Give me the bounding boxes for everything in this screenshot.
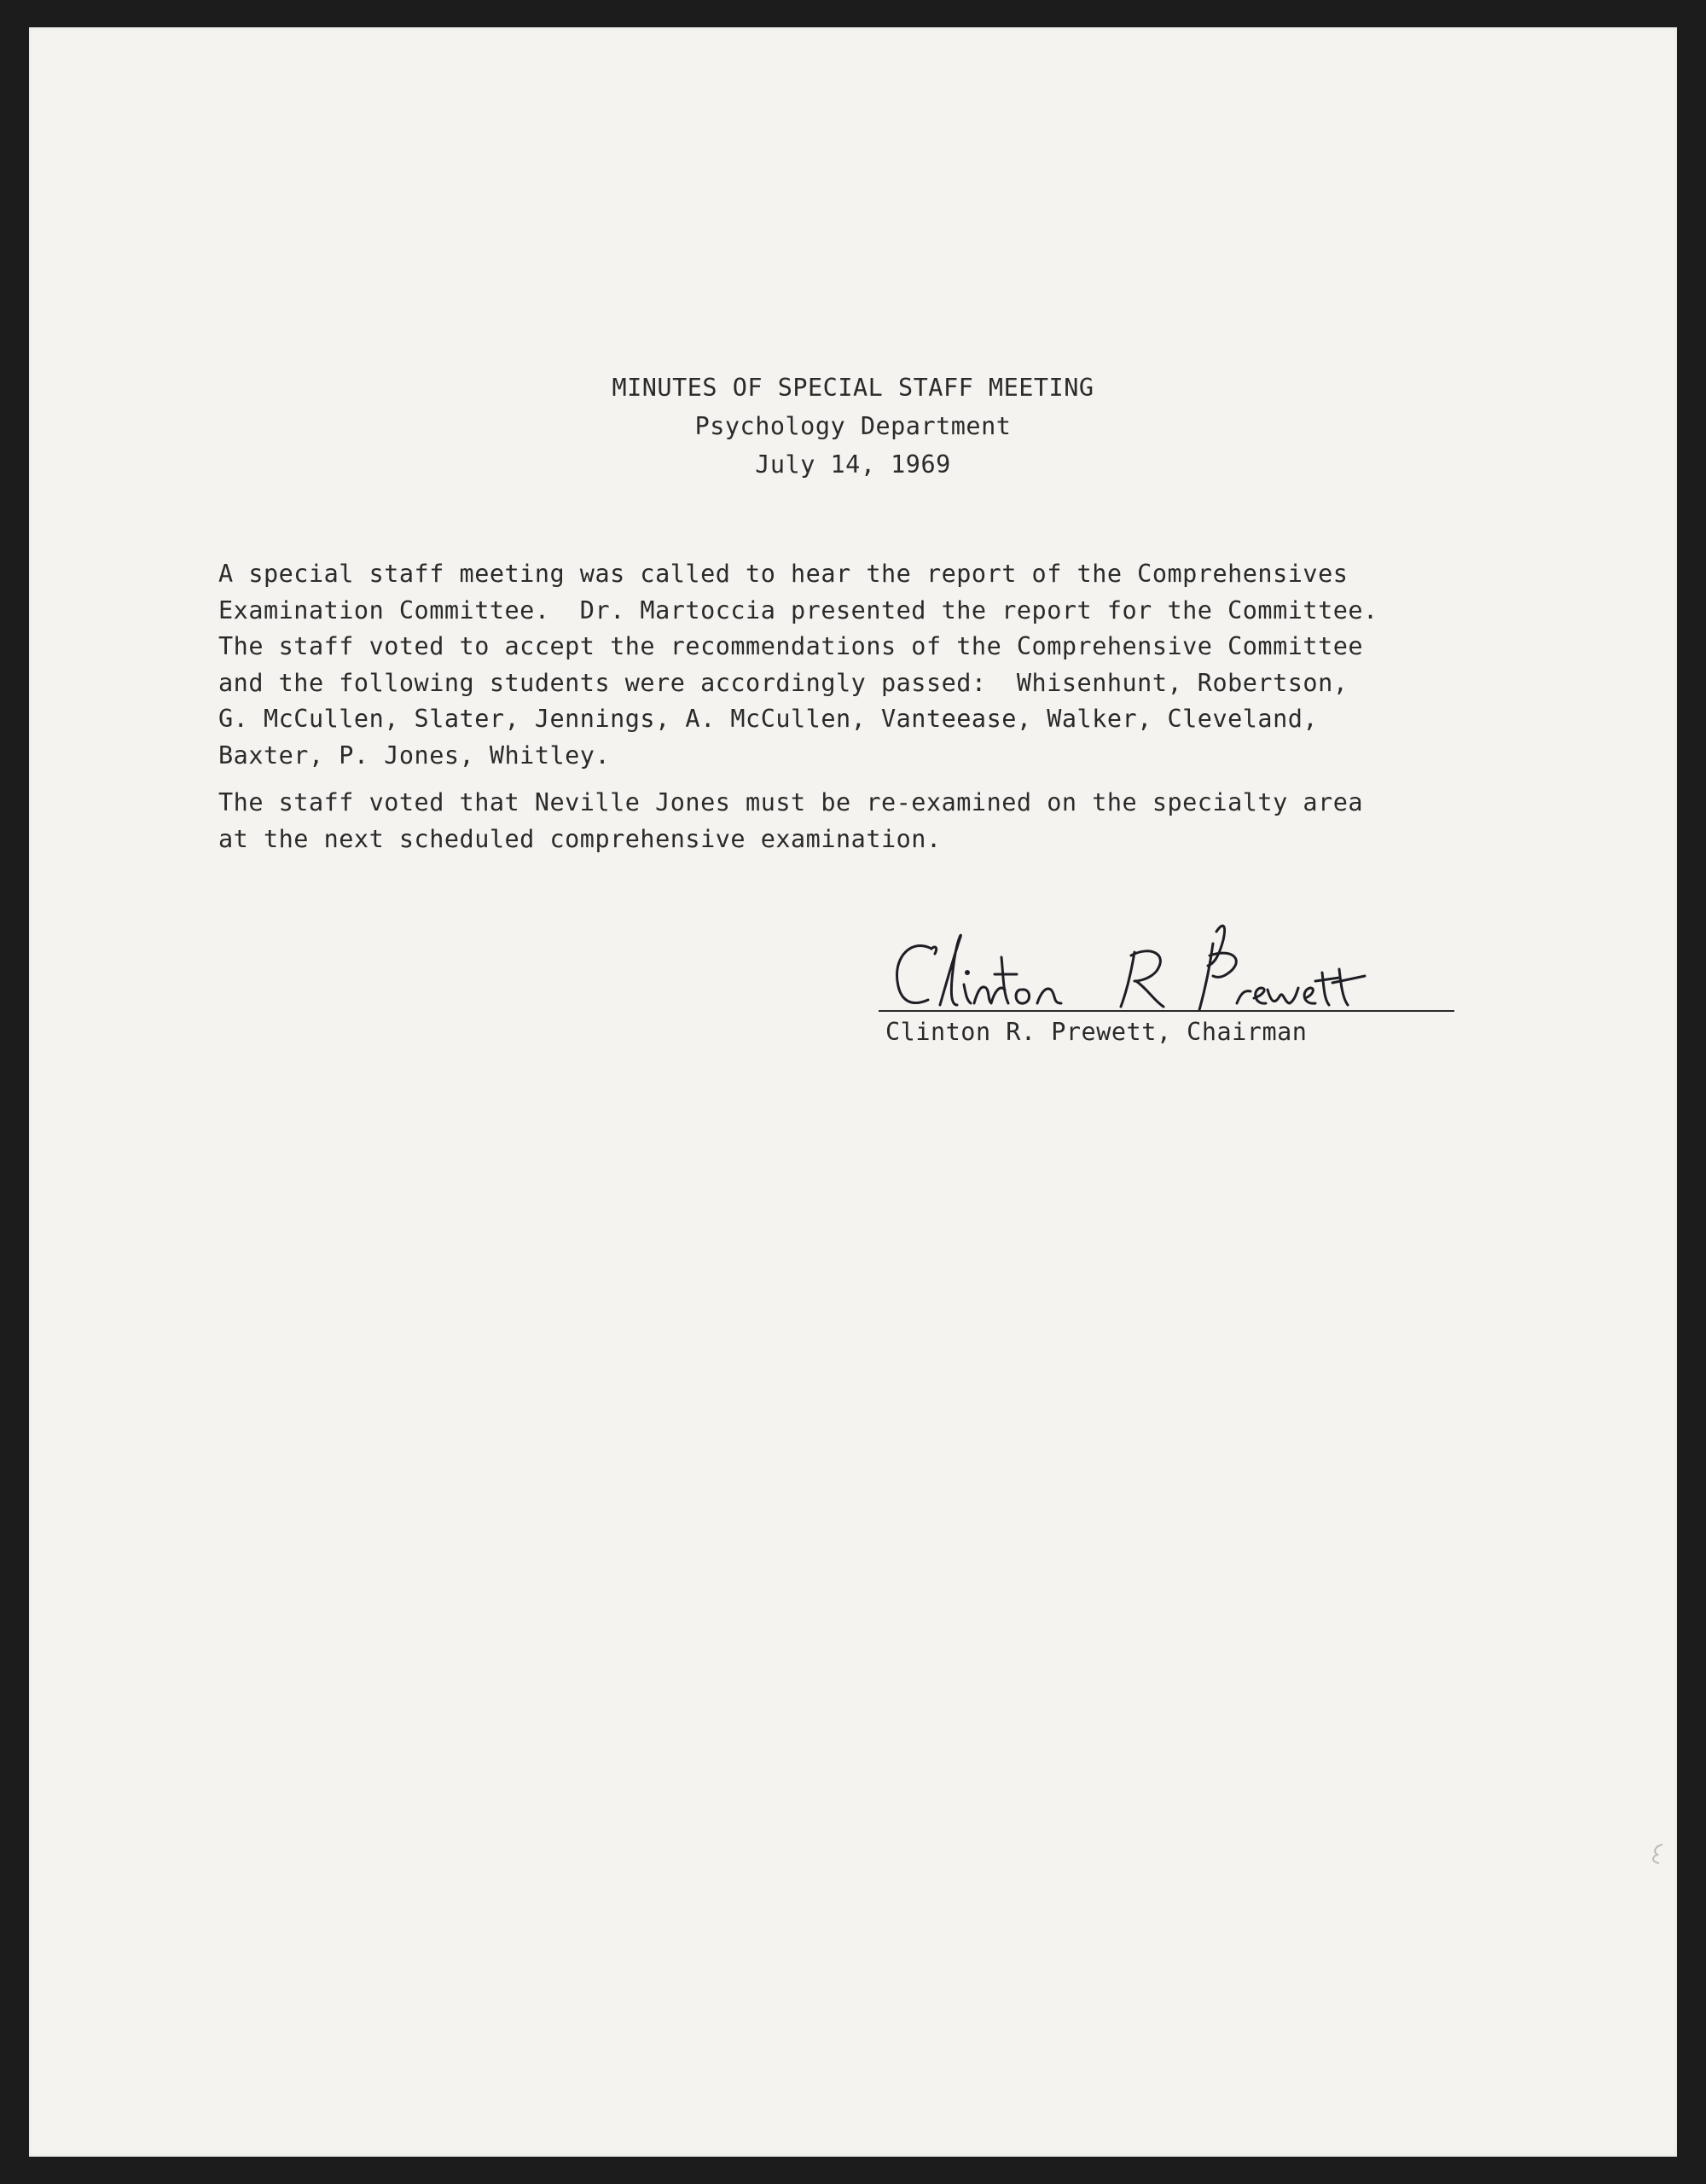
signature-block bbox=[879, 921, 1459, 1058]
handwritten-signature bbox=[879, 921, 1459, 1019]
signature-line bbox=[879, 1010, 1454, 1012]
paragraph-reexamination bbox=[218, 785, 1363, 857]
paragraph-line: The staff voted to accept the recommendations of the Comprehensive Committee bbox=[218, 632, 1364, 660]
paper-sheet bbox=[29, 27, 1677, 2157]
paper-edge-mark bbox=[1649, 1843, 1668, 1865]
department-name: Psychology Department bbox=[694, 412, 1012, 440]
paragraph-line: Examination Committee. Dr. Martoccia presented the report for the Committee. bbox=[218, 595, 1378, 624]
paragraph-line: A special staff meeting was called to hear the report of the Comprehensives bbox=[218, 560, 1349, 588]
document-header bbox=[0, 369, 1706, 484]
document-title: MINUTES OF SPECIAL STAFF MEETING bbox=[612, 374, 1094, 402]
paragraph-line: G. McCullen, Slater, Jennings, A. McCullen, Vanteease, Walker, Cleveland, bbox=[218, 705, 1319, 733]
paragraph-line: Baxter, P. Jones, Whitley. bbox=[218, 741, 611, 770]
signer-name: Clinton R. Prewett, Chairman bbox=[885, 1018, 1308, 1046]
meeting-date: July 14, 1969 bbox=[755, 450, 951, 479]
paragraph-report bbox=[218, 556, 1378, 774]
paragraph-line: and the following students were accordingly passed: Whisenhunt, Robertson, bbox=[218, 668, 1349, 697]
paragraph-line: at the next scheduled comprehensive examination. bbox=[218, 824, 942, 853]
paragraph-line: The staff voted that Neville Jones must be re-examined on the specialty area bbox=[218, 788, 1364, 816]
